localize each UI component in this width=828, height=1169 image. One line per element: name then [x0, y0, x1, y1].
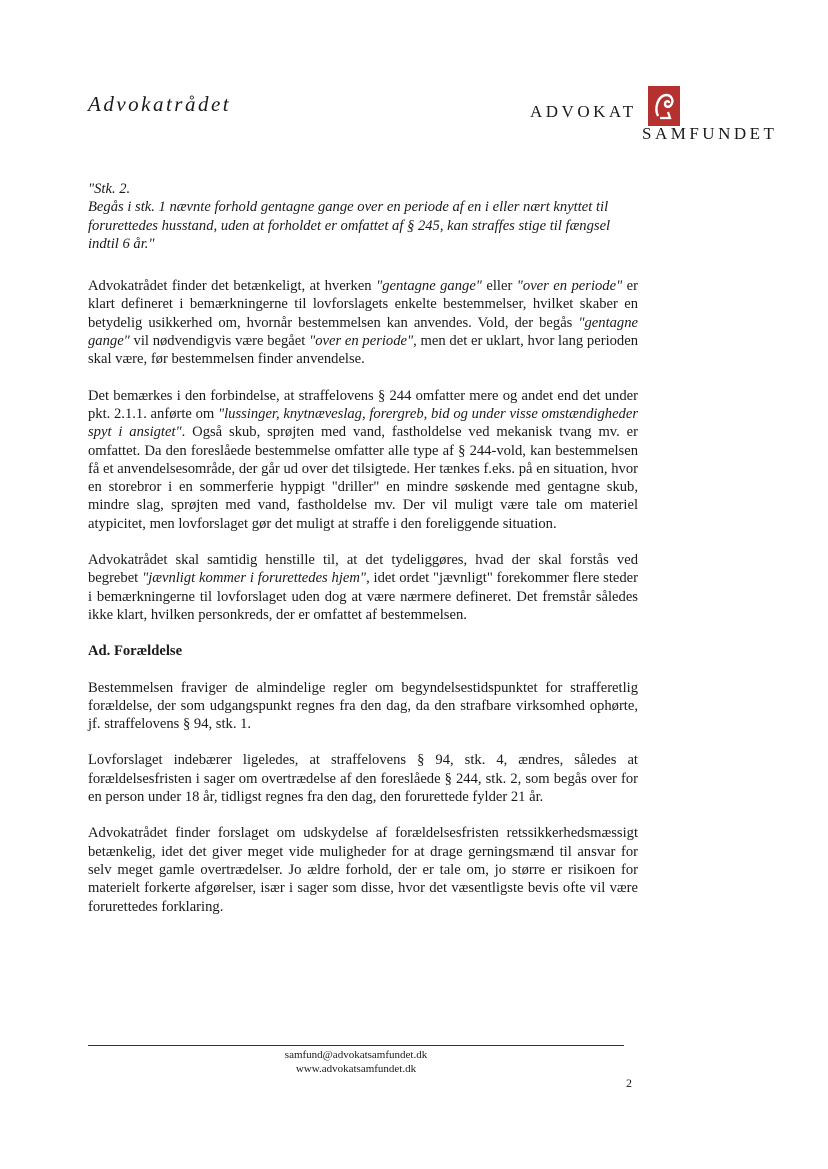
- logo-emblem-icon: [648, 86, 680, 126]
- footer-email: samfund@advokatsamfundet.dk: [284, 1049, 428, 1061]
- quote-heading: "Stk. 2.: [88, 181, 131, 197]
- paragraph-clarification: Advokatrådet skal samtidig henstille til, at det tydeliggøres, hvad der skal forstås ved begrebet "jævnligt kommer i forurettedes hjem", idet ordet "jævnligt" forekommer flere steder i bemærkningerne til lovforslaget uden dog at være nærmere defineret. Det fremstår således ikke klart, hvilken personkreds, der er omfattet af bestemmelsen.: [88, 552, 638, 623]
- section-heading: Ad. Forældelse: [88, 643, 183, 660]
- page-number: 2: [626, 1076, 632, 1090]
- paragraph-scope: Det bemærkes i den forbindelse, at straffelovens § 244 omfatter mere og andet end det under pkt. 2.1.1. anførte om "lussinger, knytnæveslag, forergreb, bid og under visse omstændigheder spyt i ansigtet". Også skub, sprøjten med vand, fastholdelse ved mekanisk tvang mv. er omfattet. Da den foreslåede bestemmelse omfatter alle type af § 244-vold, kan bestemmelsen få et anvendelsesområde, der går ud over det tilsigtede. Her tænkes f.eks. på en situation, hvor en storebror i en sommerferie hyppigt "driller" en mindre søskende med gentagne skub, mindre slag, sprøjten med vand, fastholdelse mv. Der vil muligt være tale om materiel atypicitet, men lovforslaget gør det muligt at straffe i den foreliggende situation.: [88, 387, 639, 532]
- logo-text-top: ADVOKAT: [530, 102, 637, 121]
- footer-divider: [88, 1045, 624, 1046]
- document-header-title: Advokatrådet: [88, 92, 232, 116]
- paragraph-definitions: Advokatrådet finder det betænkeligt, at hverken "gentagne gange" eller "over en periode" er klart defineret i bemærkningerne til lovforslagets enkelte bestemmelser, hvilket skaber en betydelig usikkerhed om, hvornår bestemmelsen kan anvendes. Vold, der begås "gentagne gange" vil nødvendigvis være begået "over en periode", men det er uklart, hvor lang perioden skal være, før bestemmelsen finder anvendelse.: [88, 278, 638, 368]
- statute-quote: [88, 180, 638, 253]
- footer-website: www.advokatsamfundet.dk: [295, 1063, 417, 1075]
- advokatsamfundet-logo: [530, 80, 790, 150]
- logo-text-bottom: SAMFUNDET: [642, 124, 778, 143]
- paragraph-limitation-change: Lovforslaget indebærer ligeledes, at straffelovens § 94, stk. 4, ændres, således at forældelsesfristen i sager om overtrædelse af den foreslåede § 244, stk. 2, som begås over for en person under 18 år, tidligst regnes fra den dag, den forurettede fylder 21 år.: [88, 752, 638, 806]
- letter-body: [88, 180, 638, 934]
- paragraph-legal-certainty: Advokatrådet finder forslaget om udskydelse af forældelsesfristen retssikkerhedsmæssigt betænkelig, idet det giver meget vide muligheder for at drage gerningsmænd til ansvar for selv meget gamle overtrædelser. Jo ældre forhold, der er tale om, jo større er risikoen for materielt forkerte afgørelser, især i sager som disse, hvor det væsentligste bevis ofte vil være forurettedes forklaring.: [88, 825, 638, 915]
- footer: [88, 1048, 624, 1076]
- quote-text: Begås i stk. 1 nævnte forhold gentagne gange over en periode af en i eller nært knyttet til forurettedes husstand, uden at forholdet er omfattet af § 245, kan straffes stige til fængsel indtil 6 år.": [88, 199, 611, 252]
- paragraph-limitation-rules: Bestemmelsen fraviger de almindelige regler om begyndelsestidspunktet for strafferetlig forældelse, der som udgangspunkt regnes fra den dag, da den strafbare virksomhed ophørte, jf. straffelovens § 94, stk. 1.: [88, 679, 638, 733]
